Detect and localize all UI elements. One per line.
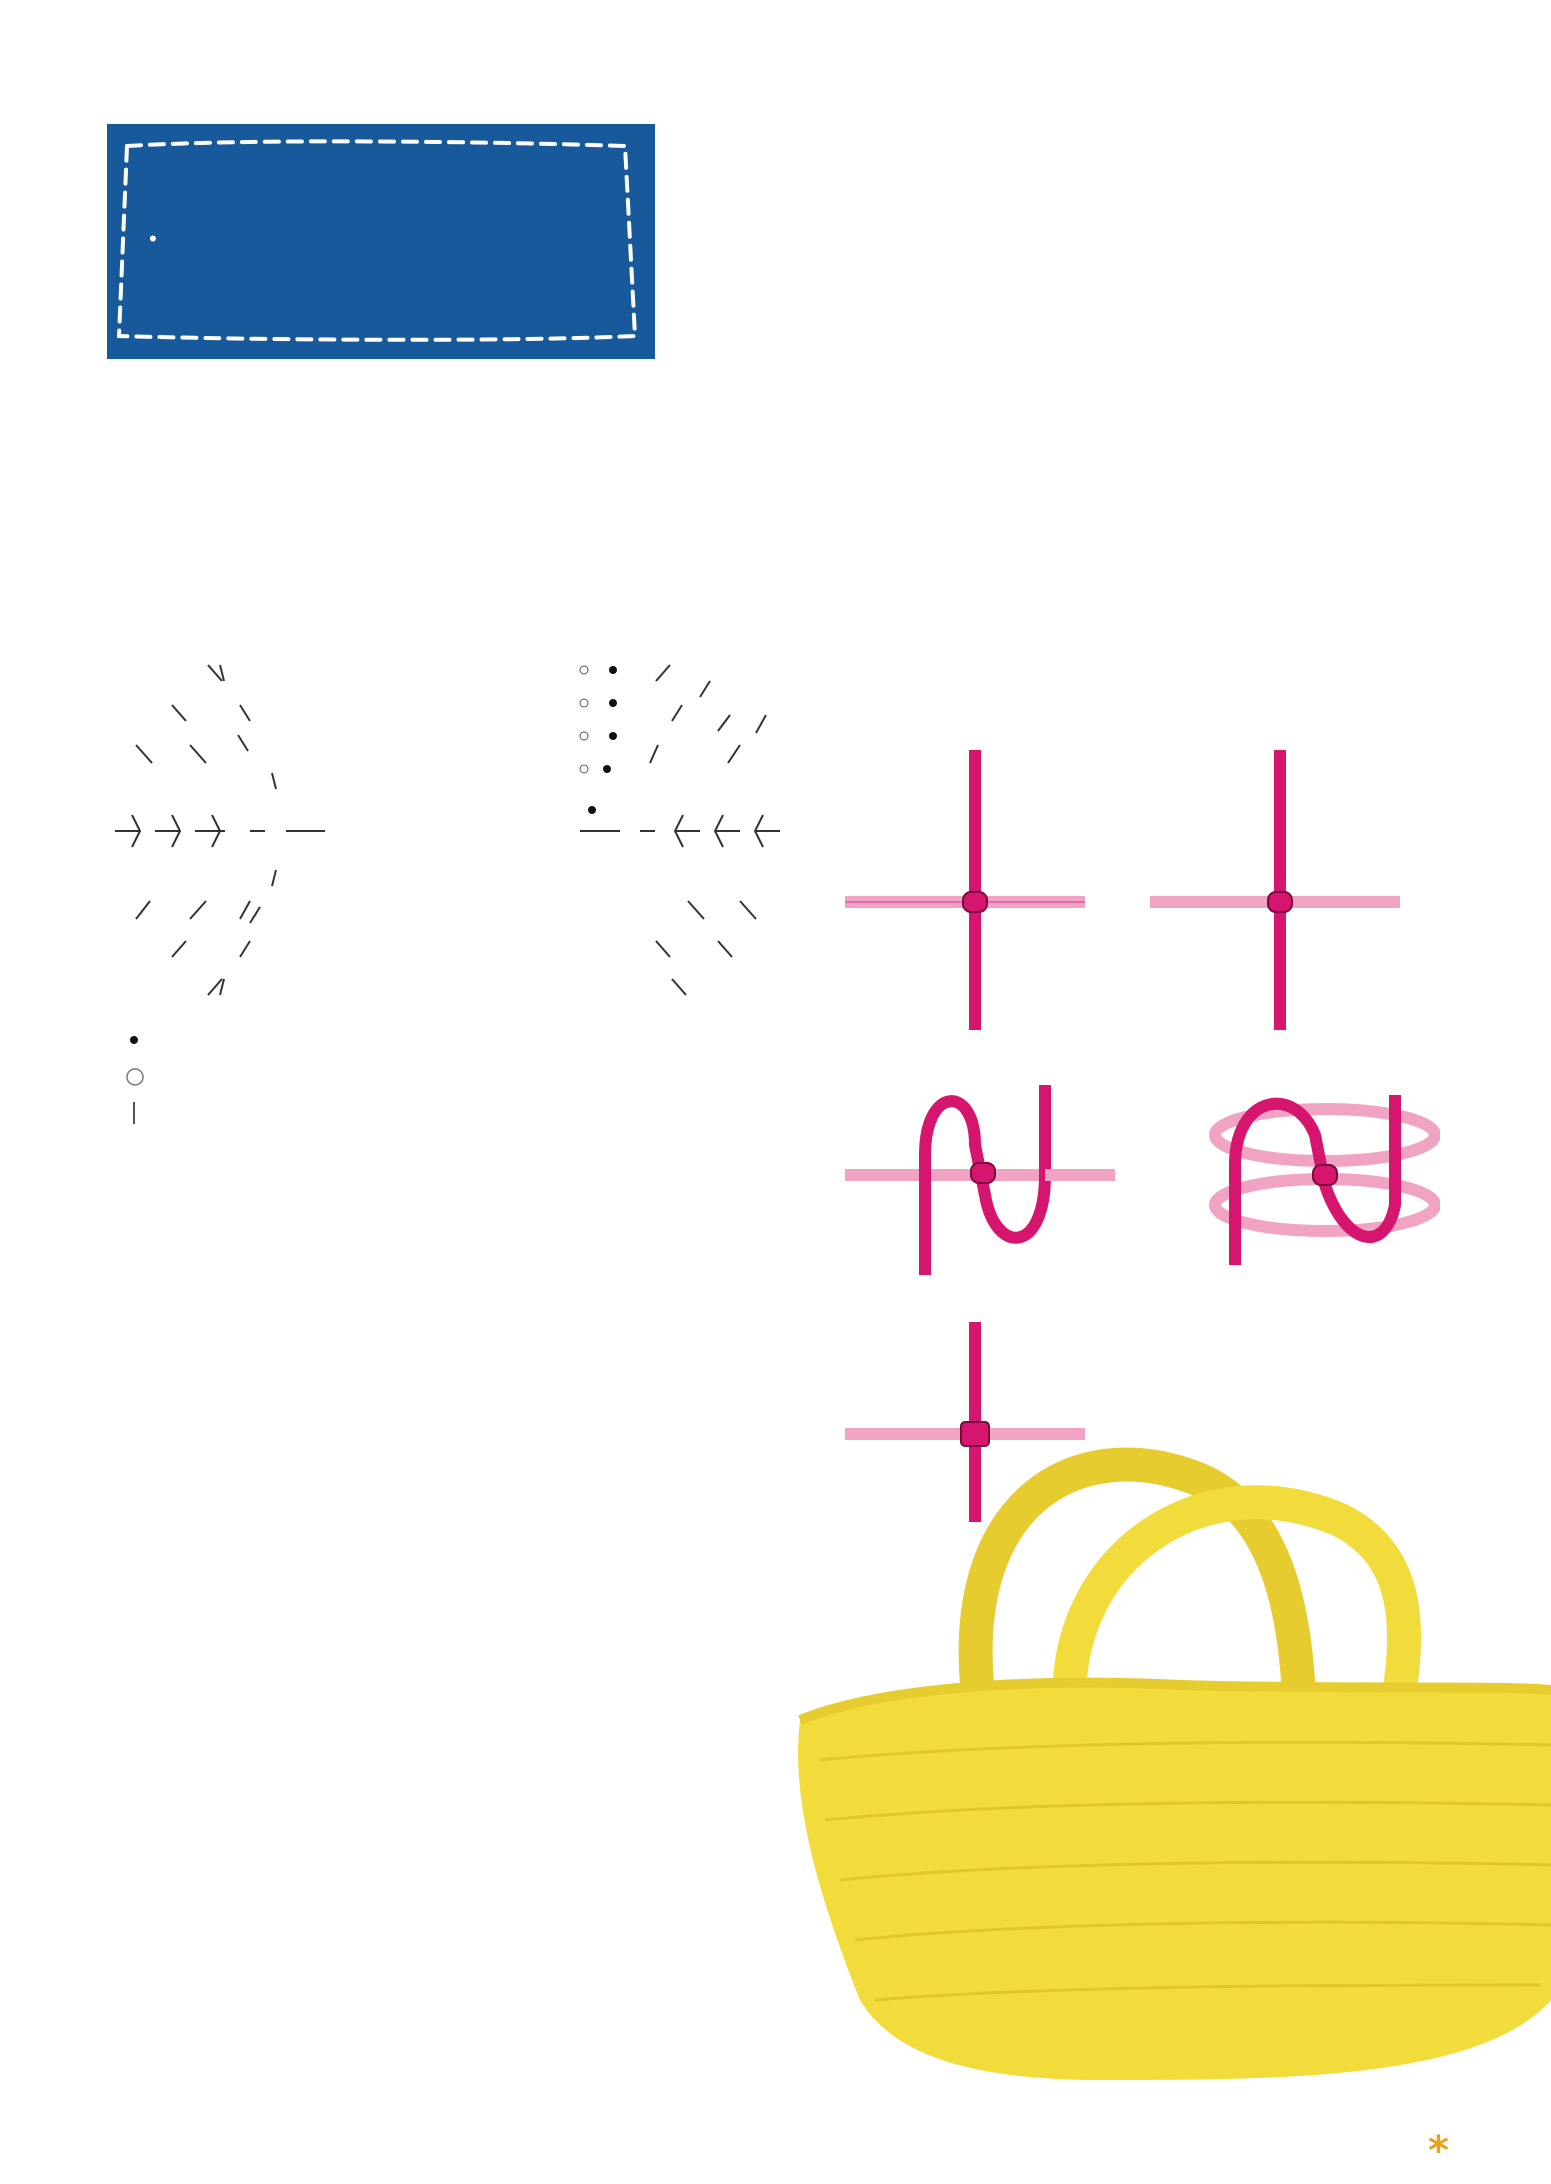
- round-markers: [580, 666, 617, 814]
- chart-stitches: [115, 665, 780, 995]
- materials-box: [107, 124, 655, 359]
- scoubidou-step-3: [845, 1075, 1135, 1285]
- dashed-border: [107, 124, 655, 359]
- scoubidou-step-1: [845, 750, 1085, 1040]
- scoubidou-step-2: [1150, 750, 1410, 1040]
- dot-icon: [124, 1030, 144, 1050]
- circle-icon: [124, 1066, 146, 1088]
- scoubidou-step-4: [1175, 1075, 1440, 1275]
- crochet-bag-photo: [780, 1440, 1551, 2130]
- crochet-chart: [100, 645, 790, 1015]
- star-icon: *: [1428, 2128, 1449, 2174]
- bar-icon: [124, 1100, 144, 1126]
